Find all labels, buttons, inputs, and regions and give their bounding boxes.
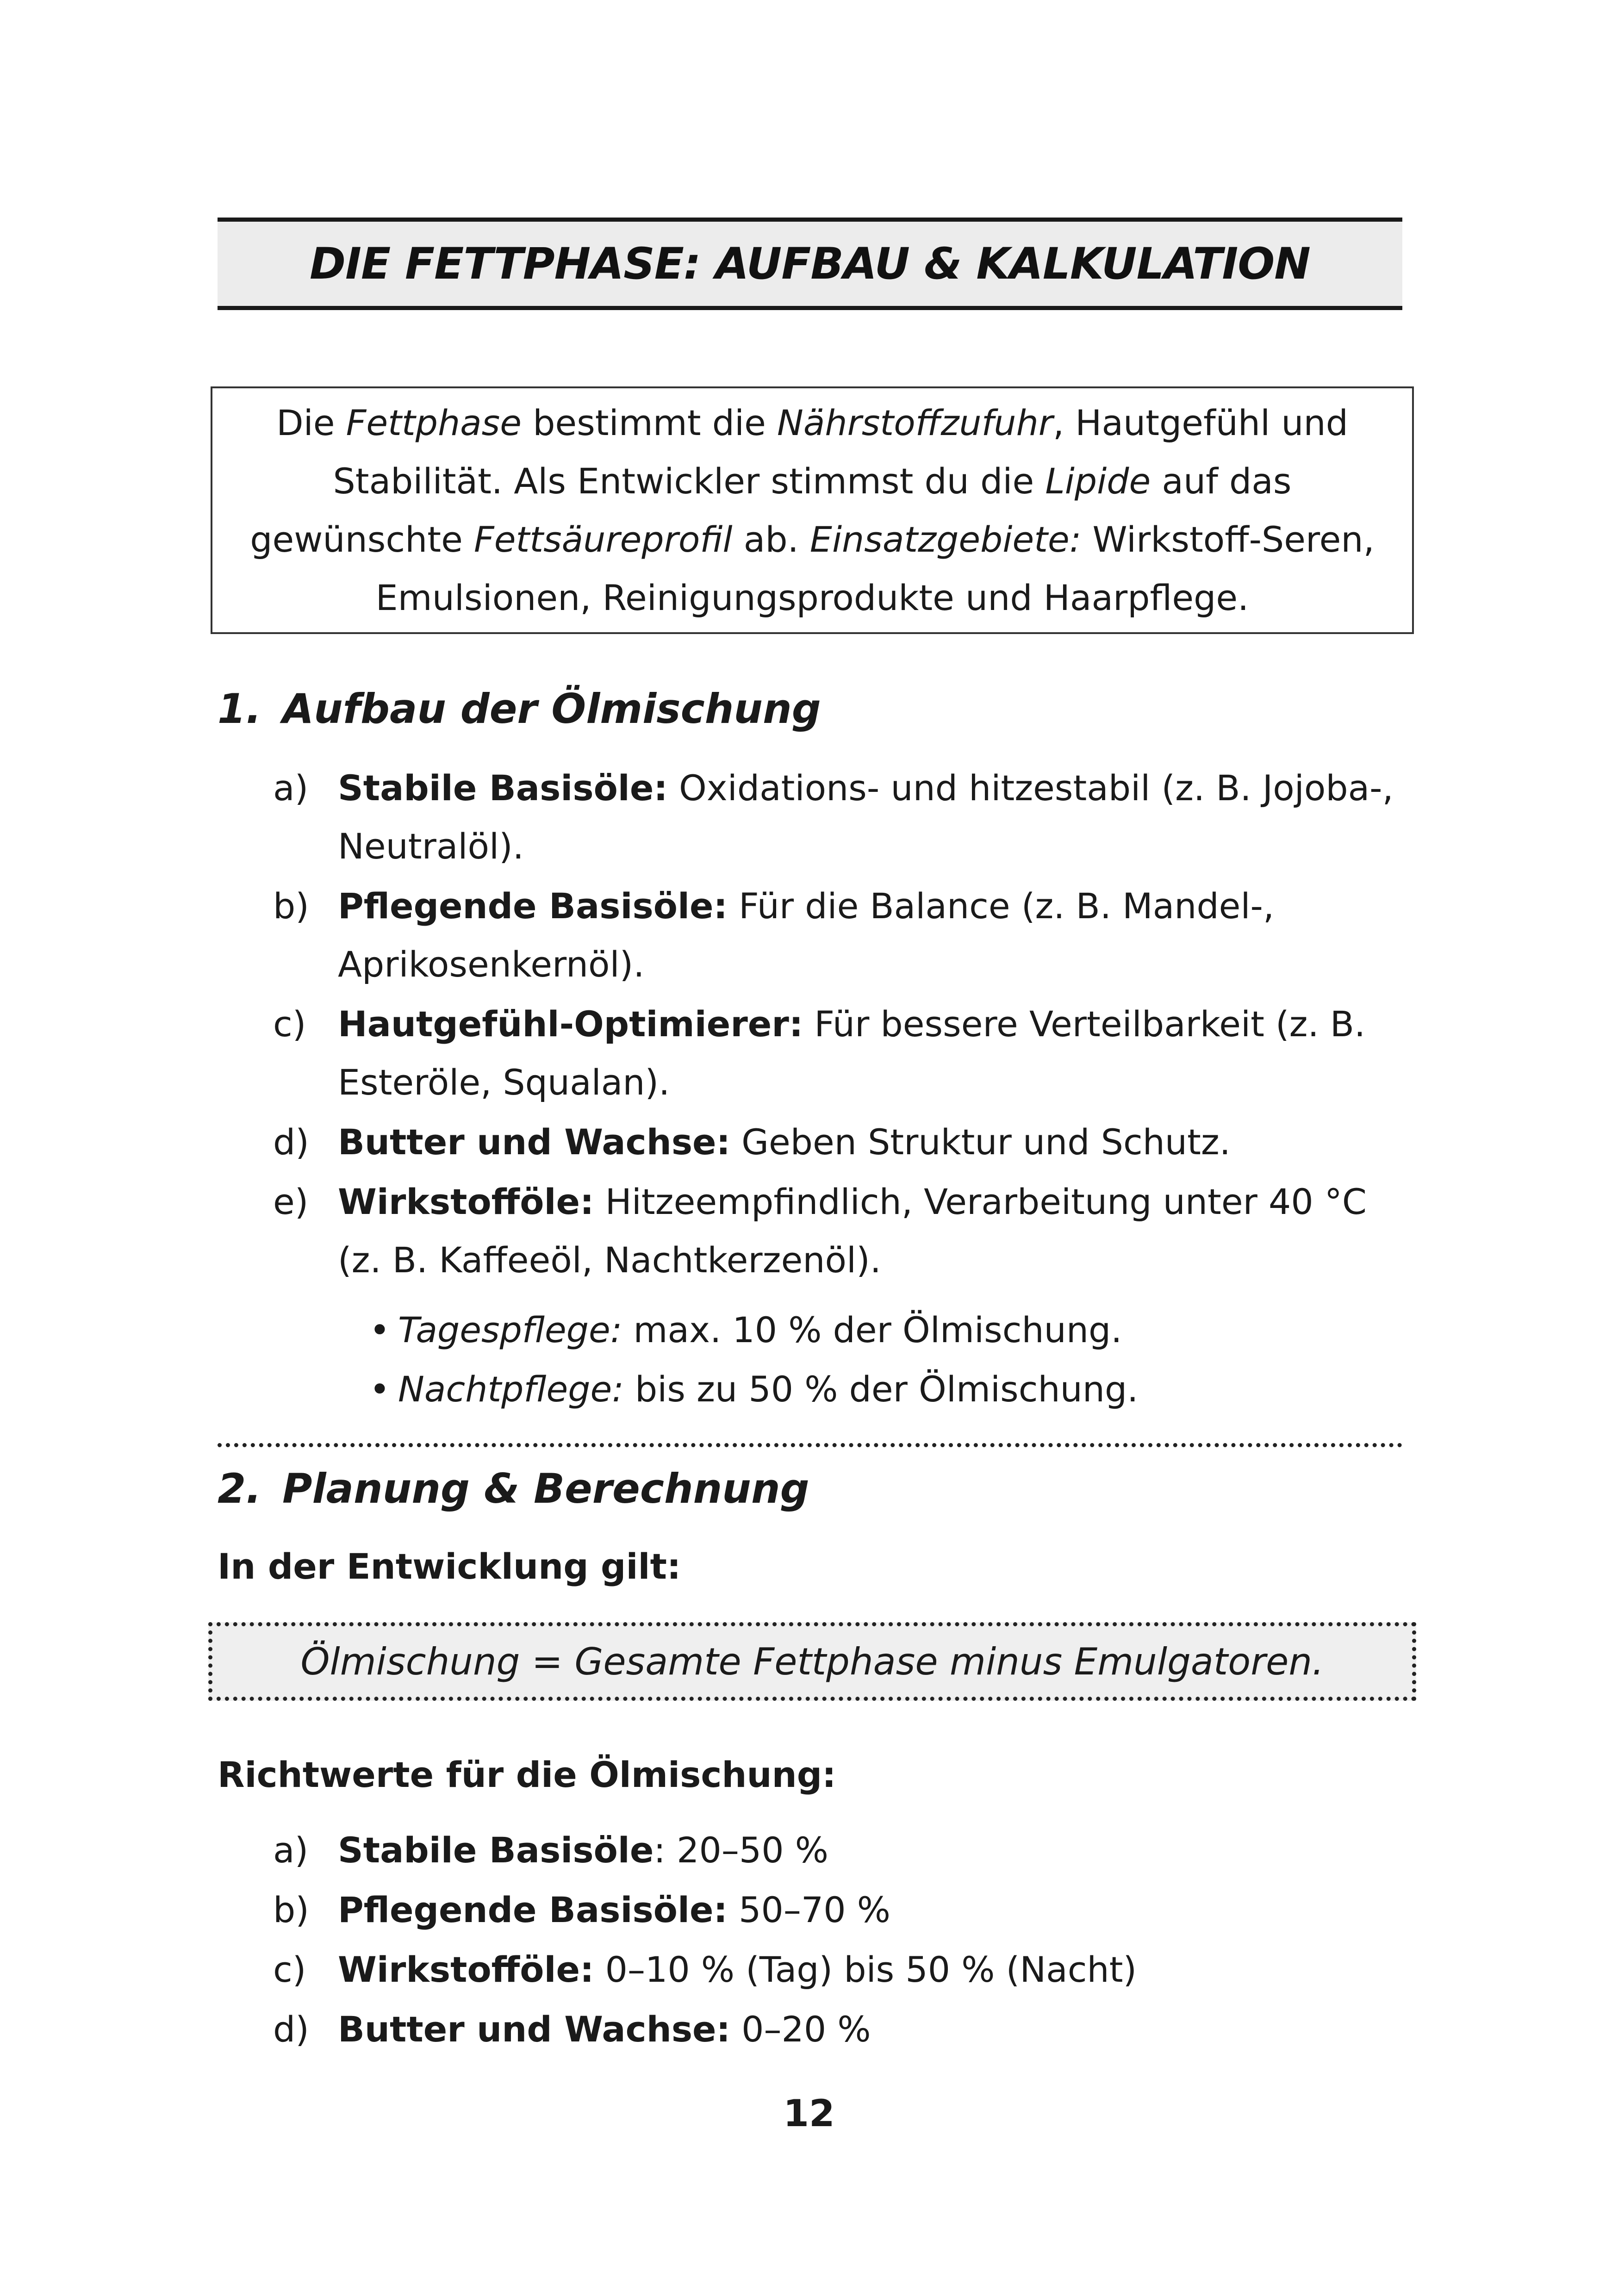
intro-text [212, 394, 1412, 627]
list-text: Oxidations- und hitzestabil (z. B. Jojoba-, Neutralöl). [338, 767, 1394, 867]
list-item [273, 1173, 1402, 1289]
list-letter: e) [273, 1181, 309, 1222]
guidelines-list [273, 1821, 1402, 2060]
bullet-item [361, 1300, 1138, 1360]
intro-text-part: auf das gewünschte [250, 460, 1292, 560]
intro-text-part: Wirkstoff-Seren, Emulsionen, Reinigungsprodukte und Haarpflege. [375, 518, 1375, 618]
dosage-bullet-list [361, 1300, 1138, 1419]
dotted-divider [218, 1443, 1402, 1447]
term-naehrstoffzufuhr: Nährstoffzufuhr [777, 402, 1053, 443]
list-item [273, 1113, 1402, 1171]
formula-text: Ölmischung = Gesamte Fettphase minus Emulgatoren. [300, 1640, 1324, 1683]
list-text: 0–20 % [730, 2009, 871, 2050]
list-term: Butter und Wachse: [338, 2009, 730, 2050]
list-item [273, 877, 1402, 994]
list-text: Für die Balance (z. B. Mandel-, Aprikosenkernöl). [338, 885, 1275, 985]
intro-text-part: , Hautgefühl und Stabilität. Als Entwickler stimmst du die [333, 402, 1348, 502]
list-text: 50–70 % [727, 1889, 890, 1930]
guidelines-heading: Richtwerte für die Ölmischung: [218, 1754, 836, 1795]
section-title: Planung & Berechnung [282, 1465, 809, 1512]
list-text: 0–10 % (Tag) bis 50 % (Nacht) [594, 1949, 1137, 1990]
oil-components-list [273, 759, 1402, 1291]
list-term: Wirkstofföle: [338, 1949, 594, 1990]
list-letter: a) [273, 1829, 309, 1871]
page-number: 12 [783, 2092, 835, 2135]
list-letter: b) [273, 885, 309, 927]
list-term: Pflegende Basisöle: [338, 1889, 728, 1930]
list-term: Hautgefühl-Optimierer: [338, 1003, 803, 1045]
list-term: Pflegende Basisöle: [338, 885, 728, 927]
page-title: DIE FETTPHASE: AUFBAU & KALKULATION [310, 238, 1310, 289]
list-letter: a) [273, 767, 309, 809]
list-letter: b) [273, 1889, 309, 1930]
rule-intro: In der Entwicklung gilt: [218, 1546, 681, 1587]
list-letter: c) [273, 1949, 306, 1990]
list-text: Geben Struktur und Schutz. [730, 1121, 1231, 1163]
title-banner [218, 218, 1402, 310]
intro-box [211, 386, 1414, 634]
list-letter: d) [273, 2009, 309, 2050]
term-fettsaeureprofil: Fettsäureprofil [474, 518, 733, 560]
term-lipide: Lipide [1045, 460, 1151, 502]
list-item [273, 2000, 1402, 2059]
section-title: Aufbau der Ölmischung [282, 685, 821, 733]
section-2-heading [218, 1465, 809, 1512]
bullet-label: Nachtpflege: [398, 1369, 624, 1410]
intro-text-part: Die [276, 402, 346, 443]
list-letter: c) [273, 1003, 306, 1045]
section-number: 2. [218, 1465, 261, 1512]
section-1-heading [218, 685, 821, 733]
term-einsatzgebiete: Einsatzgebiete: [809, 518, 1082, 560]
list-text: Hitzeempfindlich, Verarbeitung unter 40 °C (z. B. Kaffeeöl, Nachtkerzenöl). [338, 1181, 1367, 1281]
list-term: Wirkstofföle: [338, 1181, 594, 1222]
intro-text-part: ab. [732, 518, 810, 560]
section-number: 1. [218, 685, 261, 733]
intro-text-part: bestimmt die [522, 402, 777, 443]
list-text: : 20–50 % [653, 1829, 828, 1871]
list-letter: d) [273, 1121, 309, 1163]
list-item [273, 1881, 1402, 1939]
formula-box [208, 1622, 1416, 1701]
list-term: Stabile Basisöle: [338, 767, 668, 809]
list-text: Für bessere Verteilbarkeit (z. B. Esteröle, Squalan). [338, 1003, 1366, 1103]
bullet-item [361, 1360, 1138, 1419]
term-fettphase: Fettphase [346, 402, 522, 443]
list-item [273, 759, 1402, 876]
bullet-text: max. 10 % der Ölmischung. [622, 1309, 1122, 1350]
list-item [273, 995, 1402, 1112]
bullet-label: Tagespflege: [398, 1309, 622, 1350]
list-term: Butter und Wachse: [338, 1121, 730, 1163]
bullet-dot-icon: • [369, 1369, 390, 1410]
bullet-dot-icon: • [369, 1309, 390, 1350]
list-item [273, 1821, 1402, 1879]
bullet-text: bis zu 50 % der Ölmischung. [623, 1369, 1139, 1410]
list-item [273, 1941, 1402, 1999]
list-term: Stabile Basisöle [338, 1829, 654, 1871]
